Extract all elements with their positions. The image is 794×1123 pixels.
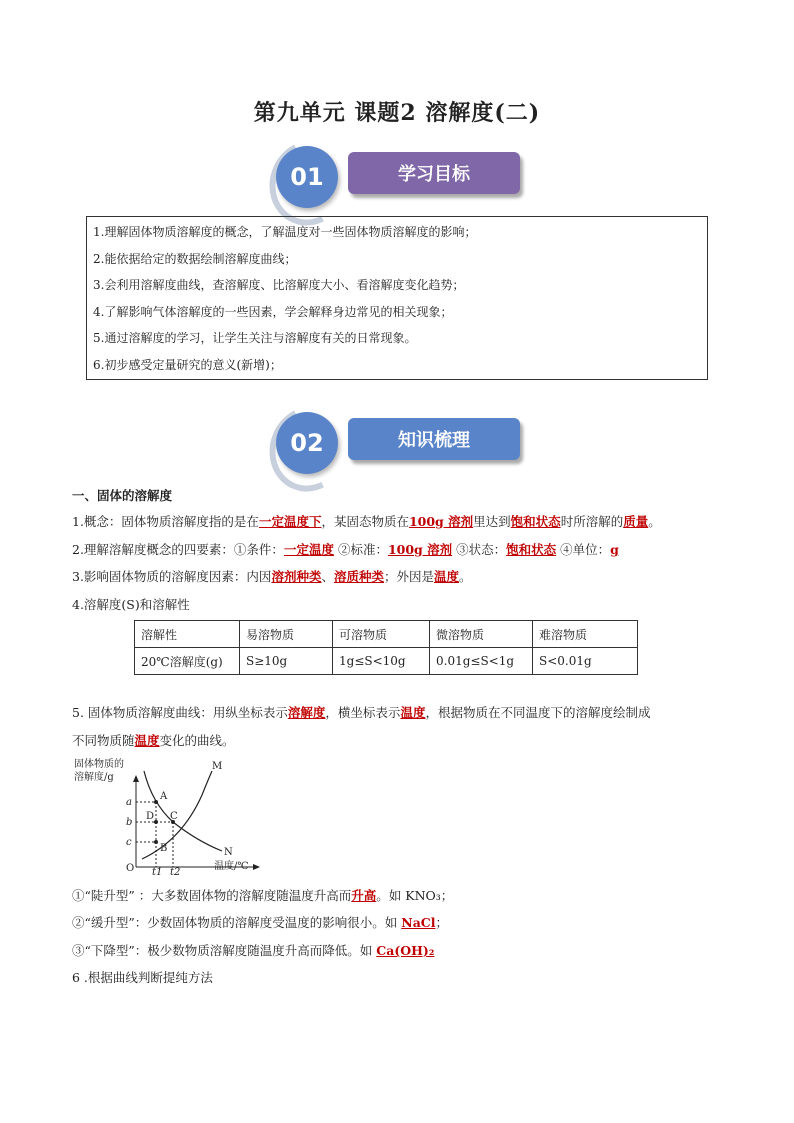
text: ②标准：: [337, 542, 388, 557]
table-cell: 1g≤S<10g: [333, 648, 430, 675]
origin-label: O: [126, 863, 135, 874]
page-title: 第九单元 课题2 溶解度(二): [253, 100, 541, 126]
table-cell: 溶解性: [135, 621, 240, 648]
table-cell: 20℃溶解度(g): [135, 648, 240, 675]
point-b: [154, 840, 158, 844]
solubility-curve-diagram: [72, 755, 262, 875]
text: ②“缓升型”：少数固体物质的溶解度受温度的影响很小。如: [72, 915, 402, 930]
point-a: [154, 800, 158, 804]
steep-rise-line: [72, 886, 453, 904]
text: 3.影响固体物质的溶解度因素：内因: [72, 569, 272, 584]
answer: NaCl: [401, 915, 436, 930]
table-cell: 0.01g≤S<1g: [430, 648, 533, 675]
y-tick-label: c: [126, 837, 132, 848]
goal-item: 3.会利用溶解度曲线，查溶解度、比溶解度大小、看溶解度变化趋势；: [93, 278, 465, 293]
x-tick-label: t2: [170, 867, 181, 875]
curve-definition-line: [72, 703, 650, 721]
curve-label: N: [224, 847, 233, 858]
text: ，根据物质在不同温度下的溶解度绘制成: [425, 705, 651, 720]
concept-line: [72, 512, 661, 530]
badge-number: 02: [276, 412, 338, 474]
x-axis-label: 温度/℃: [214, 861, 249, 872]
badge-label: 知识梳理: [348, 418, 520, 460]
text: 里达到: [473, 514, 511, 529]
answer: 饱和状态: [506, 542, 557, 557]
factors-line: [72, 567, 472, 585]
goal-item: 2.能依据给定的数据绘制溶解度曲线；: [93, 251, 297, 266]
learning-goals-box: [86, 216, 708, 380]
y-tick-label: a: [126, 797, 132, 808]
point-d: [154, 820, 158, 824]
table-cell: 难溶物质: [533, 621, 638, 648]
table-cell: 易溶物质: [240, 621, 333, 648]
curve-label: M: [212, 761, 223, 772]
section-badge-knowledge: [276, 412, 526, 482]
text: 1.概念：固体物质溶解度指的是在: [72, 514, 259, 529]
slow-rise-line: [72, 913, 448, 931]
answer: 溶质种类: [333, 569, 384, 584]
point-label: C: [170, 811, 178, 822]
table-row: [135, 621, 638, 648]
answer: 升高: [351, 888, 377, 903]
answer: 100g 溶剂: [408, 514, 474, 529]
text: 。: [459, 569, 472, 584]
text: 时所溶解的: [560, 514, 624, 529]
decline-line: [72, 941, 434, 959]
text: ①“陡升型” ：大多数固体物的溶解度随温度升高而: [72, 888, 352, 903]
section-badge-goals: [276, 146, 526, 216]
text: ④单位：: [560, 542, 611, 557]
goal-item: 1.理解固体物质溶解度的概念，了解温度对一些固体物质溶解度的影响；: [93, 225, 477, 239]
answer: 一定温度下: [258, 514, 322, 529]
point-label: A: [160, 791, 168, 802]
answer: 溶剂种类: [271, 569, 322, 584]
text: 变化的曲线。: [159, 733, 235, 748]
table-row: [135, 648, 638, 675]
point-label: B: [160, 843, 168, 854]
table-cell: S<0.01g: [533, 648, 638, 675]
solubility-heading-line: 4.溶解度(S)和溶解性: [72, 597, 190, 612]
text: ；外因是: [383, 569, 434, 584]
answer: 质量: [623, 514, 649, 529]
curve-definition-line-2: [72, 731, 235, 749]
text: ，某固态物质在: [321, 514, 409, 529]
answer: 溶解度: [287, 705, 326, 720]
badge-label: 学习目标: [348, 152, 520, 194]
point-label: D: [146, 811, 155, 822]
table-cell: 可溶物质: [333, 621, 430, 648]
goal-item: 6.初步感受定量研究的意义(新增)；: [93, 357, 282, 372]
goal-item: 5.通过溶解度的学习，让学生关注与溶解度有关的日常现象。: [93, 331, 417, 346]
text: 2.理解溶解度概念的四要素：①条件：: [72, 542, 284, 557]
section-heading: 一、固体的溶解度: [72, 488, 173, 503]
purification-heading: 6 .根据曲线判断提纯方法: [72, 970, 213, 985]
answer: 温度: [434, 569, 460, 584]
answer: 饱和状态: [510, 514, 561, 529]
x-tick-label: t1: [152, 867, 163, 875]
y-axis-arrow: [133, 775, 139, 782]
text: ；: [435, 915, 449, 930]
goal-item: 4.了解影响气体溶解度的一些因素，学会解释身边常见的相关现象；: [93, 304, 453, 319]
x-axis-arrow: [253, 864, 260, 870]
badge-number: 01: [276, 146, 338, 208]
answer: 温度: [134, 733, 160, 748]
text: ③状态：: [456, 542, 507, 557]
answer: 一定温度: [283, 542, 334, 557]
answer: Ca(OH)₂: [376, 943, 435, 958]
text: 、: [321, 569, 334, 584]
y-tick-label: b: [126, 817, 133, 828]
answer: g: [610, 542, 619, 557]
table-cell: S≥10g: [240, 648, 333, 675]
text: ，横坐标表示: [325, 705, 401, 720]
answer: 温度: [400, 705, 426, 720]
table-cell: 微溶物质: [430, 621, 533, 648]
four-elements-line: [72, 540, 619, 558]
text: 5. 固体物质溶解度曲线：用纵坐标表示: [72, 705, 288, 720]
solubility-table: [134, 620, 638, 675]
text: 。如 KNO₃；: [376, 888, 454, 903]
y-axis-label-1: 固体物质的: [74, 759, 124, 770]
answer: 100g 溶剂: [387, 542, 453, 557]
y-axis-label-2: 溶解度/g: [74, 772, 114, 783]
text: ③“下降型”：极少数物质溶解度随温度升高而降低。如: [72, 943, 377, 958]
text: 不同物质随: [72, 733, 135, 748]
text: 。: [648, 514, 661, 529]
